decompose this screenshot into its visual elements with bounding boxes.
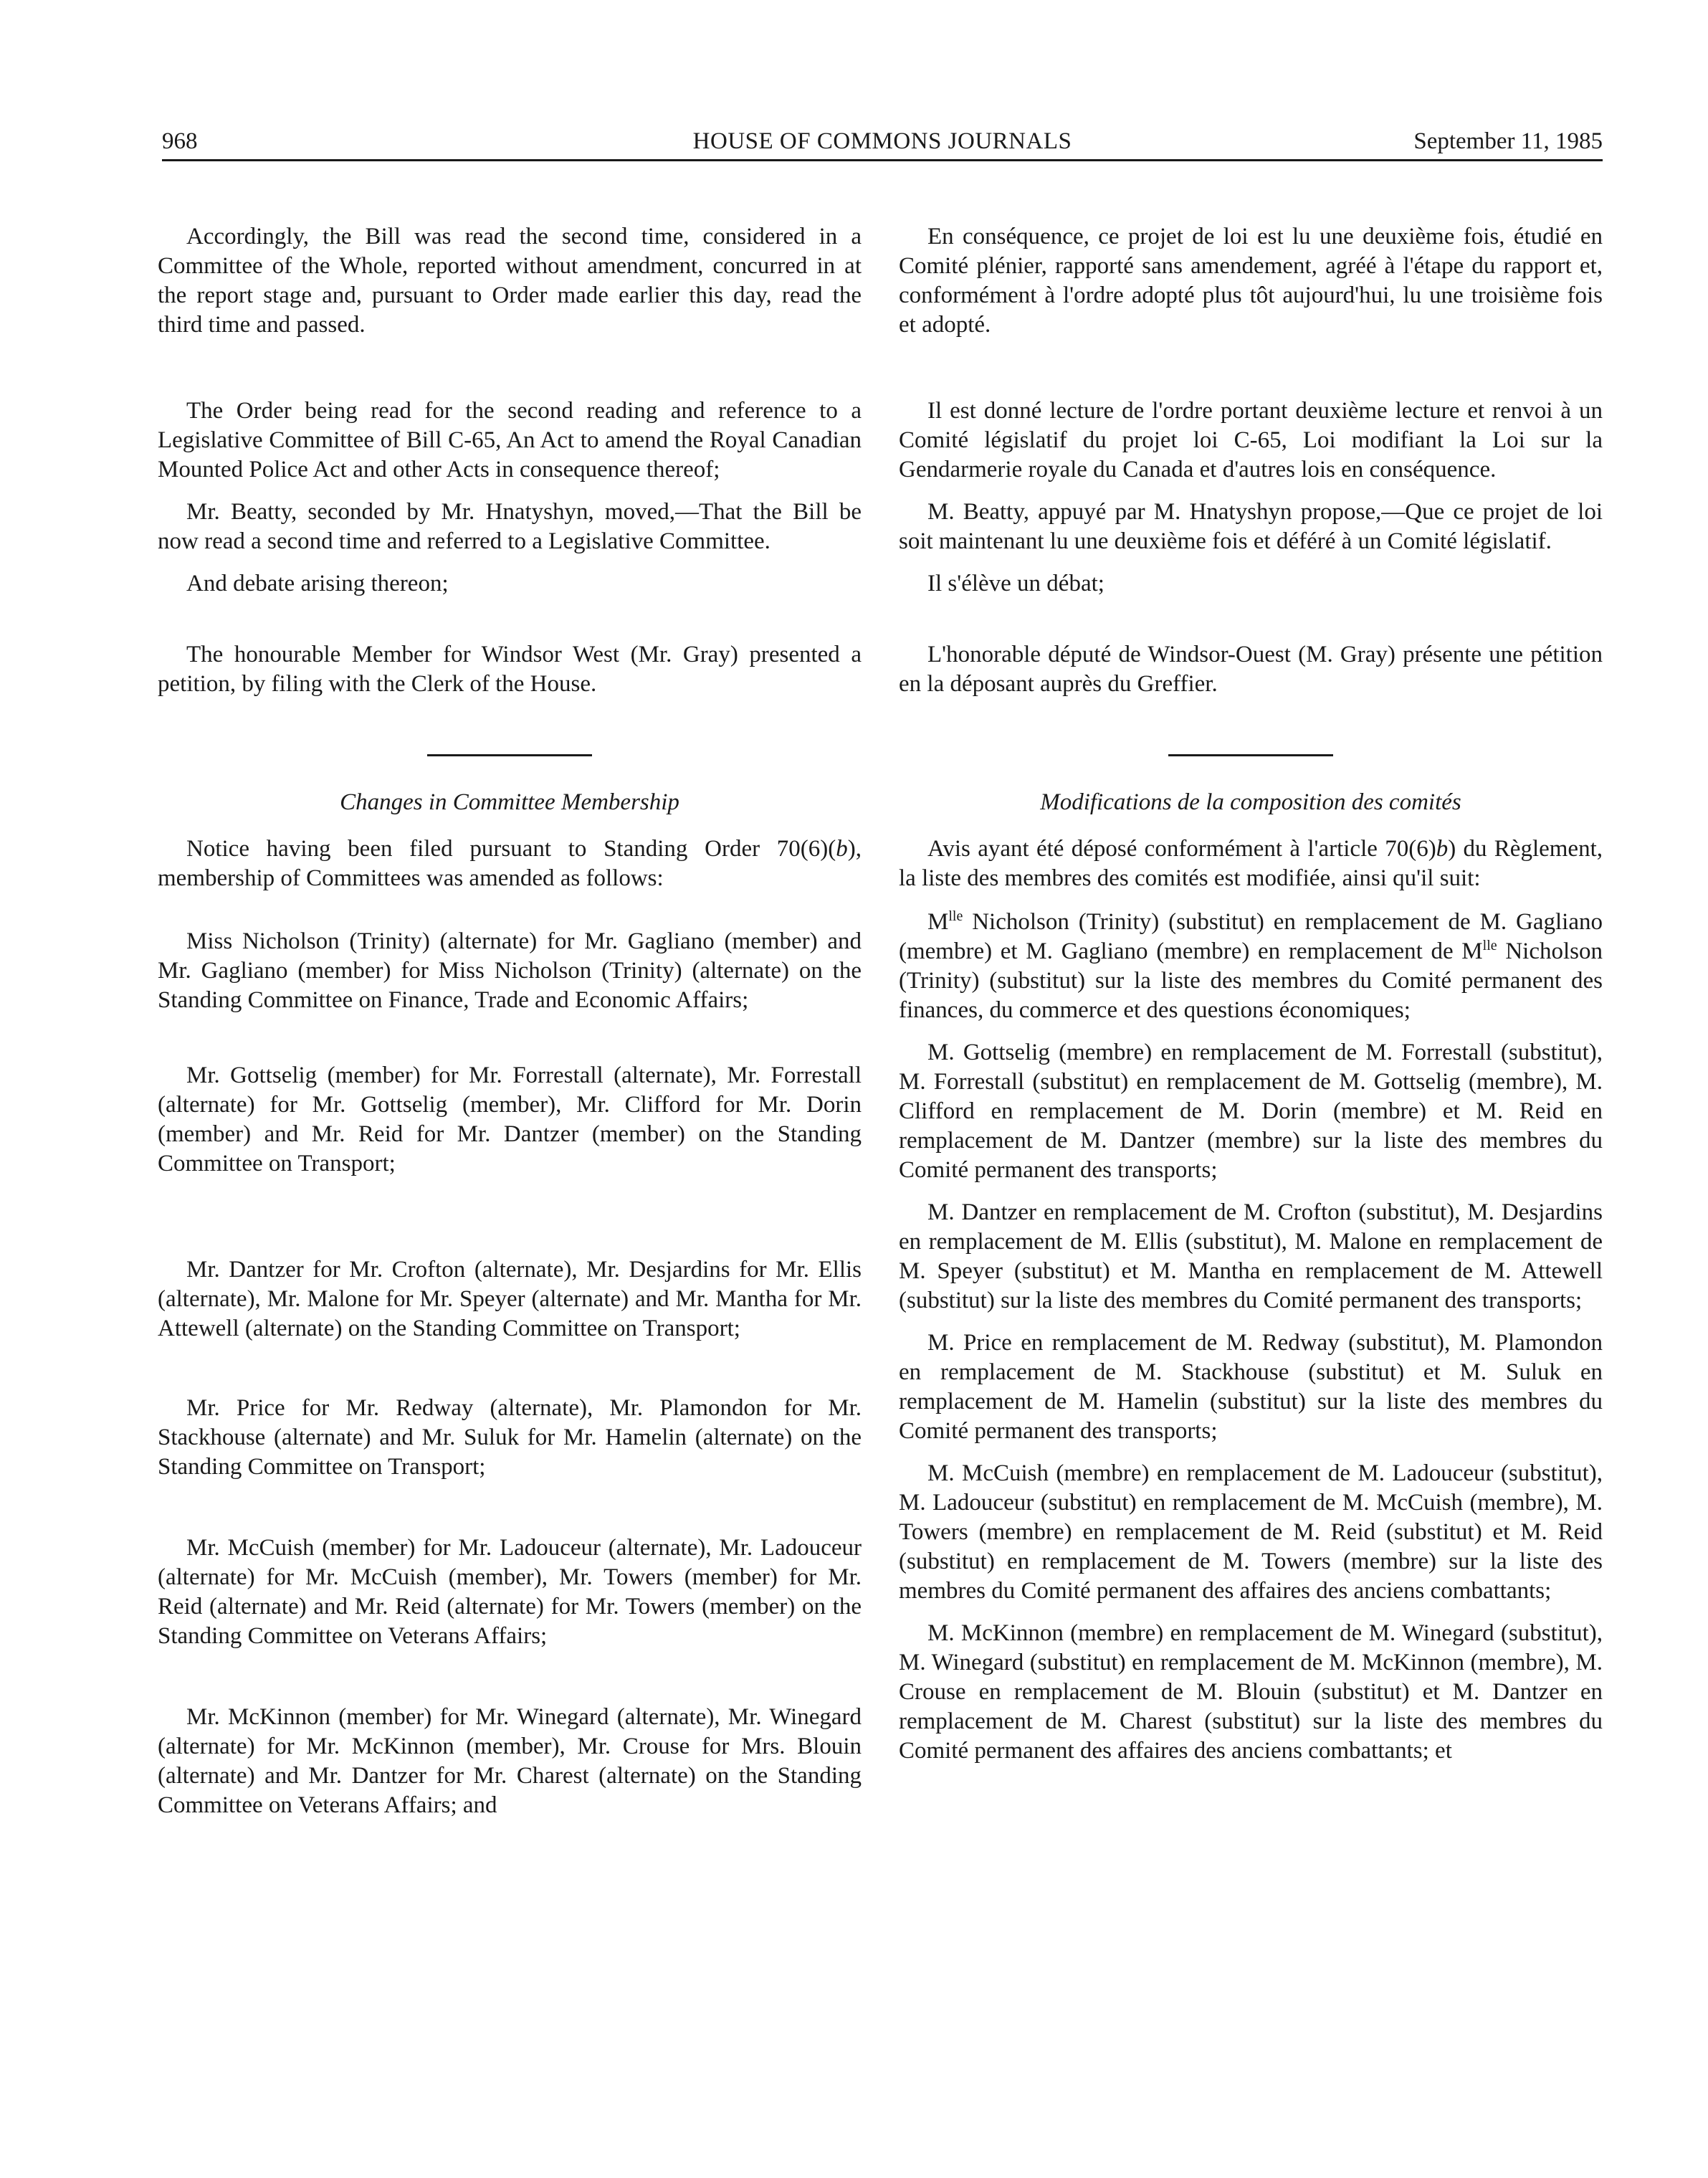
fr-paragraph-membership-transport-1: M. Gottselig (membre) en remplacement de M. Forrestall (substitut), M. Forrestall (substitut) en remplacement de M. Gottselig (membre), M. Clifford en remplacement de M. Dorin (membre) et M. Reid en remplacement de M. Dantzer (membre) sur la liste des membres du Comité permanent des transports; — [899, 1040, 1603, 1183]
french-column — [899, 222, 1603, 1766]
fr-paragraph-membership-finance: $M^{lle}$ Nicholson (Trinity) (substitut) en remplacement de M. Gagliano (membre) et M. Gagliano (membre) en remplacement de $M^{lle}$ Nicholson (Trinity) (substitut) sur la liste des membres du Comité permanent des finances, du commerce et des questions économiques; — [899, 908, 1603, 1023]
fr-paragraph-membership-transport-2: M. Dantzer en remplacement de M. Crofton (substitut), M. Desjardins en remplacement de M. Ellis (substitut), M. Malone en remplacement de M. Speyer (substitut) et M. Mantha en remplacement de M. Attewell (substitut) sur la liste des membres du Comité permanent des transports; — [899, 1199, 1603, 1313]
en-section-heading: Changes in Committee Membership — [340, 789, 679, 815]
fr-paragraph-debate: Il s'élève un débat; — [927, 571, 1105, 596]
fr-section-heading: Modifications de la composition des comités — [1040, 789, 1461, 815]
en-paragraph-order-read: The Order being read for the second reading and reference to a Legislative Committee of Bill C-65, An Act to amend the Royal Canadian Mounted Police Act and other Acts in consequence thereof; — [158, 398, 862, 482]
fr-paragraph-motion: M. Beatty, appuyé par M. Hnatyshyn propose,—Que ce projet de loi soit maintenant lu une deuxième fois et déféré à un Comité législatif. — [899, 499, 1603, 554]
fr-paragraph-petition: L'honorable député de Windsor-Ouest (M. Gray) présente une pétition en la déposant auprès du Greffier. — [899, 642, 1603, 697]
en-paragraph-membership-transport-3: Mr. Price for Mr. Redway (alternate), Mr. Plamondon for Mr. Stackhouse (alternate) and Mr. Suluk for Mr. Hamelin (alternate) on the Standing Committee on Transport; — [158, 1395, 862, 1480]
en-paragraph-membership-finance: Miss Nicholson (Trinity) (alternate) for Mr. Gagliano (member) and Mr. Gagliano (member) for Miss Nicholson (Trinity) (alternate) on the Standing Committee on Finance, Trade and Economic Affairs; — [158, 928, 862, 1013]
en-paragraph-bill-passed: Accordingly, the Bill was read the second time, considered in a Committee of the Whole, reported without amendment, concurred in at the report stage and, pursuant to Order made earlier this day, read the third time and passed. — [158, 224, 862, 338]
en-paragraph-notice: Notice having been filed pursuant to Standing Order 70(6)(b), membership of Committees was amended as follows: — [158, 836, 862, 891]
en-paragraph-petition: The honourable Member for Windsor West (Mr. Gray) presented a petition, by filing with the Clerk of the House. — [158, 642, 862, 697]
fr-paragraph-membership-veterans-2: M. McKinnon (membre) en remplacement de M. Winegard (substitut), M. Winegard (substitut) en remplacement de M. McKinnon (membre), M. Crouse en remplacement de M. Blouin (substitut) et M. Dantzer en remplacement de M. Charest (substitut) sur la liste des membres du Comité permanent des affaires des anciens combattants; et — [899, 1620, 1603, 1764]
page-header — [162, 123, 1603, 161]
en-paragraph-membership-veterans-1: Mr. McCuish (member) for Mr. Ladouceur (alternate), Mr. Ladouceur (alternate) for Mr. McCuish (member), Mr. Towers (member) for Mr. Reid (alternate) and Mr. Reid (alternate) for Mr. Towers (member) on the Standing Committee on Veterans Affairs; — [158, 1535, 862, 1649]
fr-paragraph-notice: Avis ayant été déposé conformément à l'article 70(6)b) du Règlement, la liste des membres des comités est modifiée, ainsi qu'il suit: — [899, 836, 1603, 891]
header-date: September 11, 1985 — [1413, 128, 1603, 154]
fr-paragraph-bill-passed: En conséquence, ce projet de loi est lu une deuxième fois, étudié en Comité plénier, rapporté sans amendement, agréé à l'étape du rapport et, conformément à l'ordre adopté plus tôt aujourd'hui, lu une troisième fois et adopté. — [899, 224, 1603, 338]
journal-title: HOUSE OF COMMONS JOURNALS — [692, 128, 1072, 154]
en-paragraph-membership-transport-1: Mr. Gottselig (member) for Mr. Forrestall (alternate), Mr. Forrestall (alternate) for Mr. Gottselig (member), Mr. Clifford for Mr. Dorin (member) and Mr. Reid for Mr. Dantzer (member) on the Standing Committee on Transport; — [158, 1062, 862, 1176]
english-column — [158, 222, 862, 1820]
en-paragraph-motion: Mr. Beatty, seconded by Mr. Hnatyshyn, moved,—That the Bill be now read a second time and referred to a Legislative Committee. — [158, 499, 862, 554]
page-number: 968 — [162, 128, 198, 154]
fr-paragraph-membership-transport-3: M. Price en remplacement de M. Redway (substitut), M. Plamondon en remplacement de M. Stackhouse (substitut) et M. Suluk en remplacement de M. Hamelin (substitut) sur la liste des membres du Comité permanent des transports; — [899, 1330, 1603, 1444]
fr-paragraph-order-read: Il est donné lecture de l'ordre portant deuxième lecture et renvoi à un Comité législatif du projet loi C-65, Loi modifiant la Loi sur la Gendarmerie royale du Canada et d'autres lois en conséquence. — [899, 398, 1603, 482]
fr-paragraph-membership-veterans-1: M. McCuish (membre) en remplacement de M. Ladouceur (substitut), M. Ladouceur (substitut) en remplacement de M. McCuish (membre), M. Towers (membre) en remplacement de M. Reid (substitut) et M. Reid (substitut) en remplacement de M. Towers (membre) sur la liste des membres du Comité permanent des affaires des anciens combattants; — [899, 1460, 1603, 1604]
en-paragraph-membership-veterans-2: Mr. McKinnon (member) for Mr. Winegard (alternate), Mr. Winegard (alternate) for Mr. McKinnon (member), Mr. Crouse for Mrs. Blouin (alternate) and Mr. Dantzer for Mr. Charest (alternate) on the Standing Committee on Veterans Affairs; and — [158, 1704, 862, 1818]
section-divider — [427, 754, 592, 756]
section-divider — [1168, 754, 1333, 756]
en-paragraph-membership-transport-2: Mr. Dantzer for Mr. Crofton (alternate), Mr. Desjardins for Mr. Ellis (alternate), Mr. Malone for Mr. Speyer (alternate) and Mr. Mantha for Mr. Attewell (alternate) on the Standing Committee on Transport; — [158, 1257, 862, 1341]
en-paragraph-debate: And debate arising thereon; — [186, 571, 449, 596]
